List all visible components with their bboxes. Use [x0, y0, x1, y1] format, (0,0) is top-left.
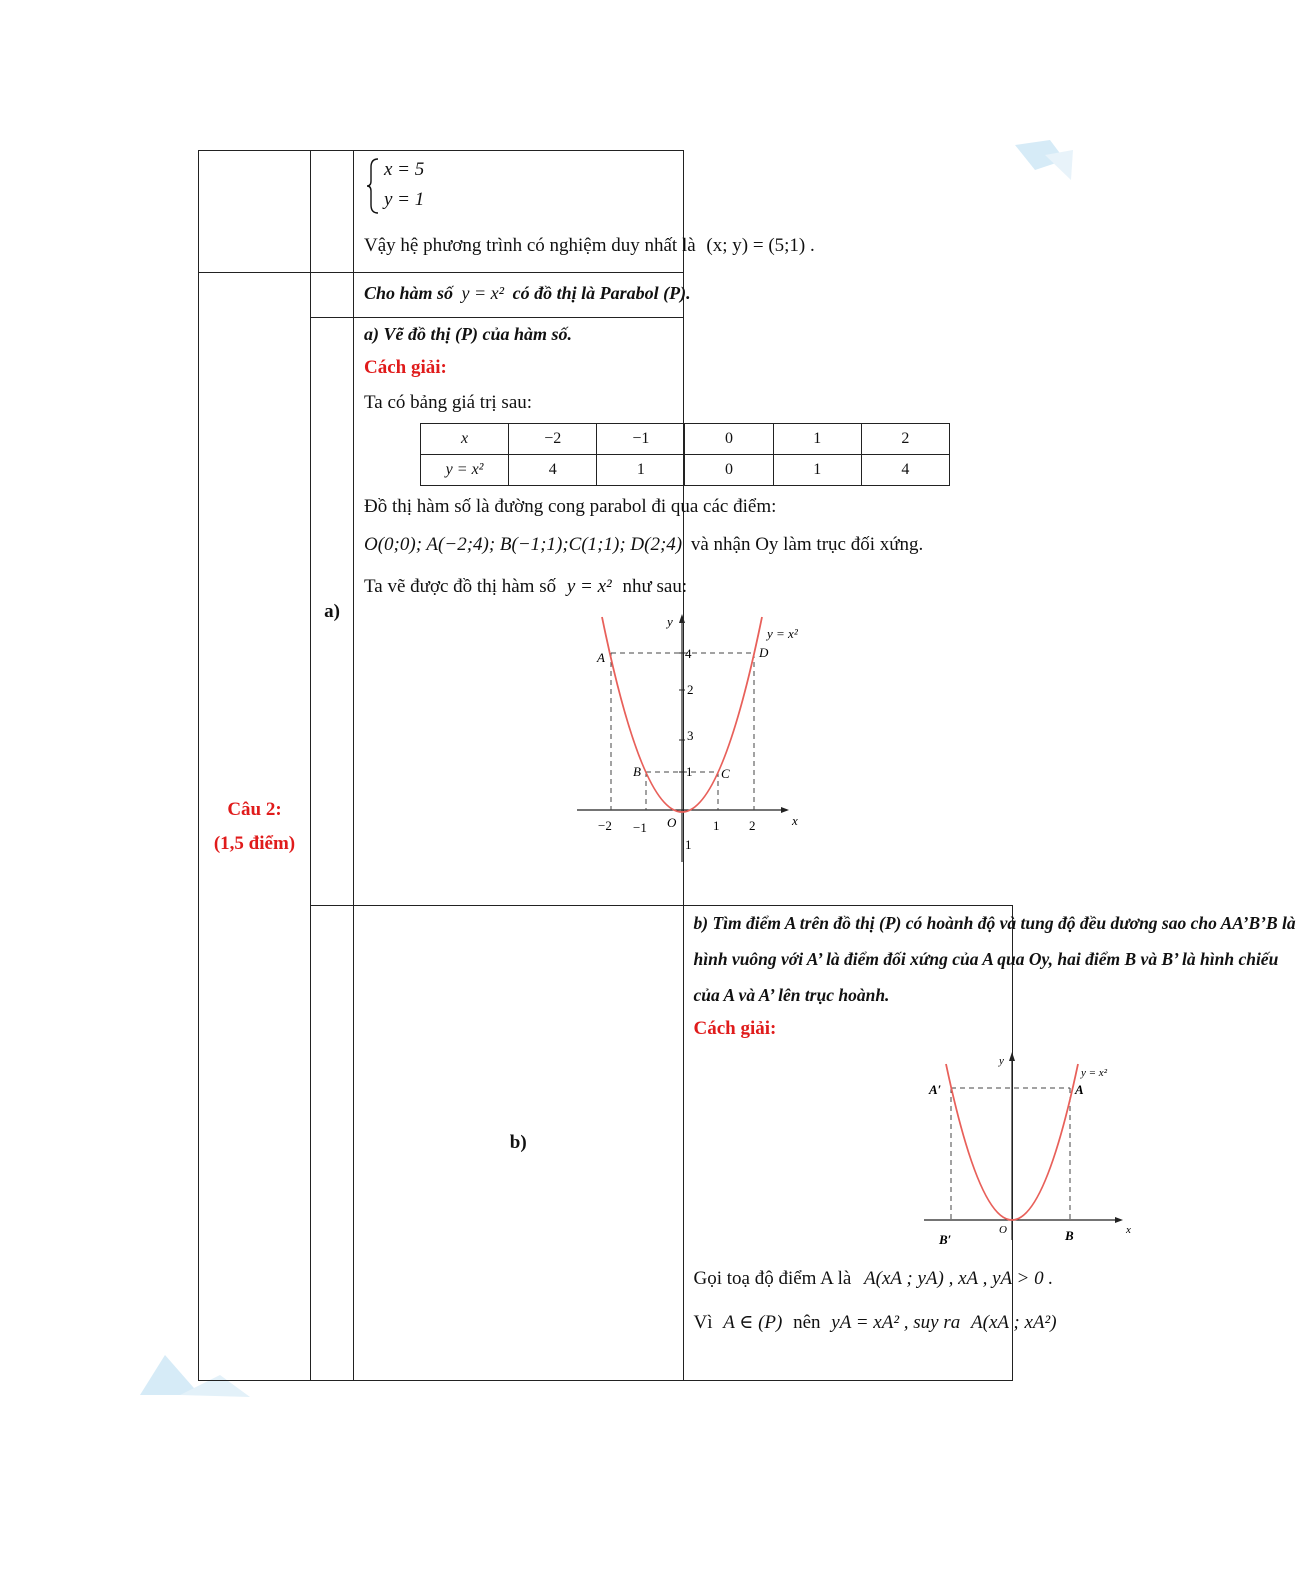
question-cell-empty	[199, 151, 311, 273]
value-table-x-cell: 1	[773, 424, 861, 455]
x-tick-label: 1	[713, 818, 720, 833]
part-b-cell	[683, 906, 1296, 1381]
question-label: Câu 2:	[227, 798, 282, 820]
system-solution-cell	[354, 151, 815, 273]
y-axis-label: y	[667, 614, 673, 629]
question-points: (1,5 điểm)	[213, 832, 296, 854]
value-table-x-cell: 0	[685, 424, 773, 455]
value-table-y-cell: 4	[861, 455, 949, 486]
y-axis	[1009, 1052, 1015, 1240]
since-mid: nên	[793, 1312, 821, 1333]
y-axis-label: y	[998, 1055, 1004, 1067]
function-label: y = x²	[767, 626, 798, 641]
x-tick-label: −2	[598, 818, 612, 833]
part-a-letter: a)	[311, 318, 354, 906]
coord-math: A(xA ; yA) , xA , yA > 0 .	[864, 1268, 1054, 1289]
value-table-y-cell: 0	[685, 455, 773, 486]
part-b-title-line-1: b) Tìm điểm A trên đồ thị (P) có hoành độ và tung độ đều dương sao cho AA’B’B là	[693, 913, 1296, 933]
point-d-label: D	[759, 645, 769, 660]
corner-decoration-top-right	[1005, 135, 1075, 185]
curve-description: Đồ thị hàm số là đường cong parabol đi qua các điểm:	[364, 496, 777, 517]
statement-suffix: có đồ thị là Parabol (P).	[512, 283, 691, 303]
value-table-y-cell: 1	[773, 455, 861, 486]
value-table-x-cell: −2	[509, 424, 597, 455]
x-tick-label: −1	[633, 820, 647, 835]
value-table-x-cell: −1	[597, 424, 685, 455]
draw-suffix: như sau:	[622, 576, 688, 597]
x-axis-label: x	[792, 813, 798, 828]
part-b-title-line-2: hình vuông với A’ là điểm đối xứng của A qua Oy, hai điểm B và B’ là hình chiếu	[693, 949, 1279, 969]
question-number-cell	[199, 273, 311, 1381]
point-a-prime-label: A′	[928, 1082, 941, 1097]
y-neg-tick-label: 1	[685, 837, 692, 852]
conclusion-text: Vậy hệ phương trình có nghiệm duy nhất là	[364, 235, 696, 256]
since-math-relation: yA = xA² , suy ra	[831, 1312, 961, 1333]
point-b-label: B	[633, 764, 641, 779]
answer-table	[198, 150, 1296, 1381]
coord-prefix: Gọi toạ độ điểm A là	[693, 1268, 852, 1289]
value-table-x-cell: 2	[861, 424, 949, 455]
since-math-point: A(xA ; xA²)	[971, 1312, 1057, 1333]
part-b-letter: b)	[354, 906, 684, 1381]
y-tick-label: 2	[687, 682, 694, 697]
points-suffix: và nhận Oy làm trục đối xứng.	[690, 534, 924, 555]
parabola-graph-b	[919, 1050, 1149, 1250]
part-b-solution-label: Cách giải:	[693, 1018, 777, 1039]
y-tick-label: 4	[685, 646, 692, 661]
origin-label: O	[998, 1224, 1007, 1236]
brace-icon	[366, 157, 380, 215]
parabola-graph-a	[567, 612, 827, 867]
draw-function: y = x²	[566, 576, 612, 597]
value-table	[420, 423, 950, 486]
points-list: O(0;0); A(−2;4); B(−1;1);C(1;1); D(2;4)	[364, 534, 683, 555]
draw-prefix: Ta vẽ được đồ thị hàm số	[364, 576, 557, 597]
part-b-title-line-3: của A và A’ lên trục hoành.	[693, 985, 890, 1005]
function-label: y = x²	[1080, 1067, 1107, 1079]
point-b-label: B	[1064, 1228, 1074, 1243]
since-math-membership: A ∈ (P)	[723, 1312, 783, 1333]
point-b-prime-label: B′	[938, 1232, 951, 1247]
x-axis	[924, 1217, 1123, 1223]
x-tick-label: 2	[749, 818, 756, 833]
value-table-y-cell: 4	[509, 455, 597, 486]
statement-prefix: Cho hàm số	[364, 283, 454, 303]
x-axis-label: x	[1125, 1224, 1131, 1236]
value-table-y-cell: 1	[597, 455, 685, 486]
y-tick-label: 1	[686, 764, 693, 779]
point-c-label: C	[721, 766, 730, 781]
system-equation-1: x = 5	[384, 159, 425, 180]
part-a-title: a) Vẽ đồ thị (P) của hàm số.	[364, 324, 573, 344]
value-table-y-header: y = x²	[421, 455, 509, 486]
conclusion-math: (x; y) = (5;1) .	[706, 235, 815, 256]
table-intro: Ta có bảng giá trị sau:	[364, 392, 533, 413]
since-prefix: Vì	[693, 1312, 713, 1333]
part-cell-empty	[311, 151, 354, 273]
value-table-x-header: x	[421, 424, 509, 455]
part-a-solution-label: Cách giải:	[364, 357, 447, 378]
point-a-label: A	[597, 650, 605, 665]
system-equation-2: y = 1	[384, 189, 425, 210]
y-tick-label: 3	[687, 728, 694, 743]
point-a-label: A	[1074, 1082, 1084, 1097]
statement-part-cell	[311, 273, 354, 318]
statement-function: y = x²	[461, 283, 505, 303]
question-cell-empty	[311, 906, 354, 1381]
origin-label: O	[667, 815, 677, 830]
part-a-cell	[354, 318, 924, 906]
statement-cell	[354, 273, 691, 318]
